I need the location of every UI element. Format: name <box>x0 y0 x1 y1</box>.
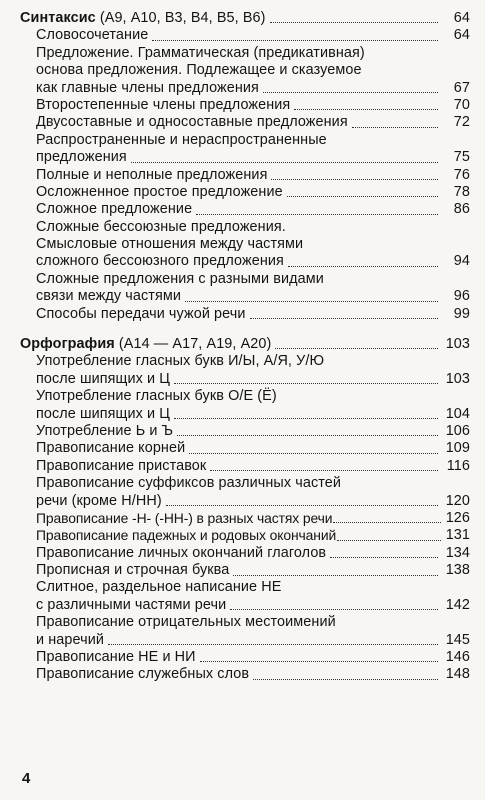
entry-text: Употребление Ь и Ъ <box>36 422 174 439</box>
entry-text: Полные и неполные предложения <box>36 166 268 183</box>
page-ref: 99 <box>453 305 470 322</box>
page-ref: 131 <box>445 527 470 544</box>
toc-entry <box>20 45 470 97</box>
dot-leader <box>288 266 438 267</box>
entry-text: Смысловые отношения между частями <box>36 236 304 253</box>
dot-leader <box>174 418 438 419</box>
dot-leader <box>177 435 438 436</box>
toc-entry <box>20 510 470 527</box>
page-ref: 64 <box>453 9 470 26</box>
section-title: Синтаксис <box>20 9 96 26</box>
page-ref: 67 <box>453 79 470 96</box>
entry-text: Правописание НЕ и НИ <box>36 649 196 666</box>
entry-text: с различными частями речи <box>36 596 227 613</box>
section-task-codes: (А14 — А17, А19, А20) <box>114 336 272 353</box>
page-ref: 126 <box>445 509 470 526</box>
dot-leader <box>210 470 438 471</box>
entry-text: Правописание приставок <box>36 457 207 474</box>
toc-entry <box>20 306 470 323</box>
toc-entry <box>20 458 470 475</box>
entry-text: связи между частями <box>36 288 181 305</box>
toc-entry <box>20 353 470 388</box>
toc-entry <box>20 97 470 114</box>
page-ref: 103 <box>445 336 470 353</box>
toc-section-orthography <box>20 336 470 684</box>
page-ref: 64 <box>453 27 470 44</box>
page-ref: 76 <box>453 166 470 183</box>
toc-entry <box>20 114 470 131</box>
section-title: Орфография <box>20 336 115 353</box>
dot-leader <box>333 522 441 523</box>
dot-leader <box>270 22 438 23</box>
page-ref: 109 <box>445 440 470 457</box>
entry-text: Правописание корней <box>36 440 186 457</box>
page-ref: 138 <box>445 562 470 579</box>
page-ref: 86 <box>453 201 470 218</box>
toc-entry <box>20 475 470 510</box>
page-ref: 142 <box>445 596 470 613</box>
dot-leader <box>294 109 438 110</box>
entry-text: Сложные бессоюзные предложения. <box>36 218 286 235</box>
dot-leader <box>263 92 438 93</box>
entry-text: Способы передачи чужой речи <box>36 305 246 322</box>
entry-text: Правописание служебных слов <box>36 666 250 683</box>
page-ref: 145 <box>445 631 470 648</box>
page-ref: 103 <box>445 370 470 387</box>
toc-entry <box>20 271 470 306</box>
dot-leader <box>200 661 438 662</box>
dot-leader <box>152 40 438 41</box>
toc-entry <box>20 649 470 666</box>
page-ref: 75 <box>453 149 470 166</box>
entry-text: Осложненное простое предложение <box>36 183 283 200</box>
dot-leader <box>337 540 441 541</box>
dot-leader <box>330 557 438 558</box>
page-ref: 106 <box>445 422 470 439</box>
entry-text: сложного бессоюзного предложения <box>36 253 284 270</box>
dot-leader <box>233 575 438 576</box>
dot-leader <box>271 179 438 180</box>
dot-leader <box>189 453 438 454</box>
dot-leader <box>250 318 438 319</box>
section-task-codes: (А9, А10, В3, В4, В5, В6) <box>95 9 266 26</box>
entry-text: речи (кроме Н/НН) <box>36 492 162 509</box>
entry-text: основа предложения. Подлежащее и сказуемое <box>36 62 362 79</box>
dot-leader <box>196 214 438 215</box>
dot-leader <box>287 196 438 197</box>
entry-text: Правописание -Н- (-НН-) в разных частях речи <box>36 509 333 526</box>
entry-text: Употребление гласных букв О/Е (Ё) <box>36 388 277 405</box>
entry-text: Правописание падежных и родовых окончаний <box>36 527 337 544</box>
page-ref: 134 <box>445 544 470 561</box>
page-ref: 94 <box>453 253 470 270</box>
page-ref: 104 <box>445 405 470 422</box>
dot-leader <box>166 505 438 506</box>
entry-text: Сложные предложения с разными видами <box>36 270 324 287</box>
entry-text: Правописание суффиксов различных частей <box>36 475 342 492</box>
toc-entry <box>20 562 470 579</box>
toc-entry <box>20 132 470 167</box>
page-ref: 120 <box>445 492 470 509</box>
page-ref: 70 <box>453 96 470 113</box>
entry-text: и наречий <box>36 631 104 648</box>
dot-leader <box>230 609 438 610</box>
toc-entry <box>20 388 470 423</box>
entry-text: Прописная и строчная буква <box>36 562 230 579</box>
entry-text: Правописание отрицательных местоимений <box>36 614 336 631</box>
toc-entry <box>20 184 470 201</box>
dot-leader <box>275 348 438 349</box>
entry-text: Второстепенные члены предложения <box>36 96 291 113</box>
toc-entry <box>20 27 470 44</box>
entry-text: Правописание личных окончаний глаголов <box>36 544 327 561</box>
entry-text: предложения <box>36 149 127 166</box>
page-ref: 96 <box>453 288 470 305</box>
toc-entry <box>20 545 470 562</box>
toc-entry <box>20 527 470 544</box>
dot-leader <box>352 127 438 128</box>
toc-entry <box>20 219 470 271</box>
page-ref: 148 <box>445 666 470 683</box>
dot-leader <box>131 162 438 163</box>
page-ref: 78 <box>453 183 470 200</box>
page-ref: 116 <box>446 457 470 474</box>
entry-text: Предложение. Грамматическая (предикативная) <box>36 44 365 61</box>
entry-text: Распространенные и нераспространенные <box>36 131 327 148</box>
page-number: 4 <box>22 770 31 787</box>
table-of-contents <box>20 10 470 684</box>
dot-leader <box>185 301 438 302</box>
section-heading <box>20 336 470 353</box>
dot-leader <box>108 644 438 645</box>
section-heading <box>20 10 470 27</box>
page-ref: 146 <box>445 649 470 666</box>
entry-text: после шипящих и Ц <box>36 405 171 422</box>
page-ref: 72 <box>453 114 470 131</box>
entry-text: Употребление гласных букв И/Ы, А/Я, У/Ю <box>36 353 325 370</box>
dot-leader <box>174 383 438 384</box>
entry-text: Двусоставные и односоставные предложения <box>36 114 348 131</box>
entry-text: как главные члены предложения <box>36 79 259 96</box>
entry-text: Слитное, раздельное написание НЕ <box>36 579 282 596</box>
toc-entry <box>20 167 470 184</box>
entry-text: Словосочетание <box>36 27 149 44</box>
toc-entry <box>20 666 470 683</box>
toc-entry <box>20 423 470 440</box>
toc-entry <box>20 201 470 218</box>
toc-entry <box>20 580 470 615</box>
toc-entry <box>20 614 470 649</box>
entry-text: Сложное предложение <box>36 201 193 218</box>
toc-entry <box>20 440 470 457</box>
entry-text: после шипящих и Ц <box>36 370 171 387</box>
dot-leader <box>253 679 438 680</box>
toc-section-syntax <box>20 10 470 323</box>
